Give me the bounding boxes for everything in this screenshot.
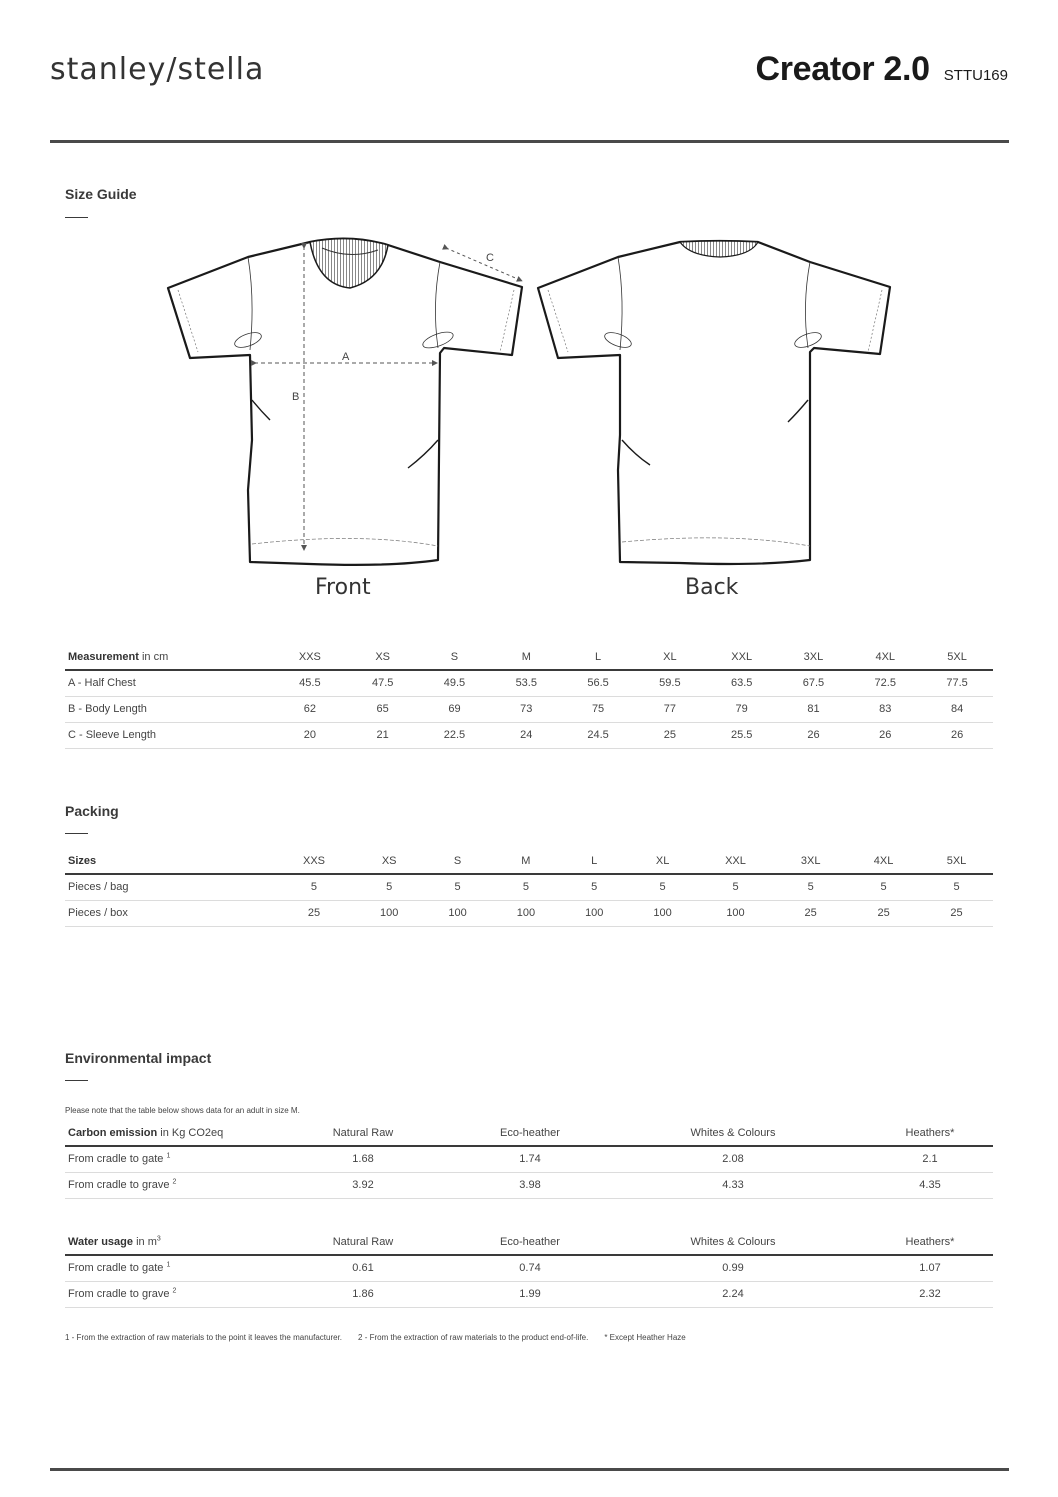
footnote: 1 - From the extraction of raw materials to the point it leaves the manufacturer. (65, 1333, 343, 1342)
cell: 5 (560, 874, 628, 900)
cell: 77 (634, 696, 706, 722)
front-label: Front (315, 575, 371, 600)
size-header: M (490, 644, 562, 670)
cell: 81 (778, 696, 850, 722)
size-header: XS (347, 644, 419, 670)
cell: 1.99 (461, 1281, 599, 1307)
cell: 2.32 (867, 1281, 993, 1307)
row-label: Pieces / box (65, 900, 273, 926)
cell: 2.08 (599, 1146, 867, 1172)
row-label: B - Body Length (65, 696, 273, 722)
cell: 84 (921, 696, 993, 722)
size-header: 5XL (921, 644, 993, 670)
size-header: XL (634, 644, 706, 670)
size-header: 3XL (778, 644, 850, 670)
measurement-header: Measurement in cm (65, 644, 273, 670)
footnote: 2 - From the extraction of raw materials to the product end-of-life. (358, 1333, 589, 1342)
cell: 5 (697, 874, 774, 900)
cell: 24.5 (562, 722, 634, 748)
size-note: Please note that the table below shows data for an adult in size M. (65, 1106, 300, 1115)
product-heading (755, 50, 1008, 89)
size-chart-table (65, 644, 993, 749)
column-header: Whites & Colours (599, 1120, 867, 1146)
table-header-row (65, 644, 993, 670)
water-header: Water usage in $m^3$ (65, 1229, 265, 1255)
footer-divider (50, 1468, 1009, 1471)
cell: 100 (560, 900, 628, 926)
cell: 22.5 (419, 722, 491, 748)
size-header: S (419, 644, 491, 670)
cell: 100 (355, 900, 423, 926)
size-header: 5XL (920, 848, 993, 874)
cell: 3.92 (265, 1172, 461, 1198)
size-guide-title: Size Guide (65, 186, 137, 202)
tshirt-illustration-icon (160, 230, 900, 610)
cell: 25 (273, 900, 355, 926)
header-divider (50, 140, 1009, 143)
cell: 5 (423, 874, 491, 900)
brand-logo: stanley/stella (50, 52, 265, 87)
cell: 25 (920, 900, 993, 926)
cell: 1.68 (265, 1146, 461, 1172)
cell: 79 (706, 696, 778, 722)
back-label: Back (685, 575, 739, 600)
table-row (65, 1281, 993, 1307)
size-header: 4XL (849, 644, 921, 670)
cell: 2.24 (599, 1281, 867, 1307)
size-header: L (560, 848, 628, 874)
cell: 5 (273, 874, 355, 900)
cell: 4.33 (599, 1172, 867, 1198)
section-underline (65, 1080, 88, 1081)
cell: 59.5 (634, 670, 706, 696)
cell: 47.5 (347, 670, 419, 696)
cell: 49.5 (419, 670, 491, 696)
size-header: S (423, 848, 491, 874)
cell: 25 (847, 900, 920, 926)
cell: 53.5 (490, 670, 562, 696)
cell: 5 (920, 874, 993, 900)
svg-text:A: A (342, 351, 350, 363)
cell: 0.74 (461, 1255, 599, 1281)
cell: 0.99 (599, 1255, 867, 1281)
table-header-row (65, 1229, 993, 1255)
cell: 1.86 (265, 1281, 461, 1307)
cell: 56.5 (562, 670, 634, 696)
cell: 63.5 (706, 670, 778, 696)
carbon-emission-table (65, 1120, 993, 1199)
cell: 1.74 (461, 1146, 599, 1172)
row-label: From cradle to grave $^2$ (65, 1281, 265, 1307)
column-header: Natural Raw (265, 1120, 461, 1146)
cell: 24 (490, 722, 562, 748)
table-row (65, 1255, 993, 1281)
cell: 100 (697, 900, 774, 926)
size-header: XXL (697, 848, 774, 874)
table-row (65, 874, 993, 900)
size-header: XXS (273, 644, 347, 670)
cell: 75 (562, 696, 634, 722)
cell: 72.5 (849, 670, 921, 696)
tshirt-diagram (160, 230, 900, 610)
row-label: From cradle to gate $^1$ (65, 1146, 265, 1172)
footnotes (65, 1333, 686, 1342)
cell: 0.61 (265, 1255, 461, 1281)
row-label: C - Sleeve Length (65, 722, 273, 748)
column-header: Natural Raw (265, 1229, 461, 1255)
carbon-header: Carbon emission in Kg CO2eq (65, 1120, 265, 1146)
size-header: XL (628, 848, 696, 874)
product-code: STTU169 (943, 67, 1008, 84)
size-header: XXL (706, 644, 778, 670)
cell: 100 (492, 900, 560, 926)
cell: 5 (847, 874, 920, 900)
cell: 21 (347, 722, 419, 748)
table-header-row (65, 1120, 993, 1146)
cell: 4.35 (867, 1172, 993, 1198)
cell: 5 (628, 874, 696, 900)
row-label: A - Half Chest (65, 670, 273, 696)
svg-text:C: C (486, 252, 494, 264)
cell: 25.5 (706, 722, 778, 748)
table-row (65, 670, 993, 696)
cell: 67.5 (778, 670, 850, 696)
product-title: Creator 2.0 (755, 50, 930, 88)
cell: 100 (628, 900, 696, 926)
row-label: Pieces / bag (65, 874, 273, 900)
footnote: * Except Heather Haze (604, 1333, 686, 1342)
table-row (65, 722, 993, 748)
section-underline (65, 217, 88, 218)
cell: 20 (273, 722, 347, 748)
size-header: 4XL (847, 848, 920, 874)
table-row (65, 696, 993, 722)
cell: 45.5 (273, 670, 347, 696)
cell: 69 (419, 696, 491, 722)
environmental-title: Environmental impact (65, 1050, 212, 1066)
size-header: 3XL (774, 848, 847, 874)
size-header: XS (355, 848, 423, 874)
row-label: From cradle to gate $^1$ (65, 1255, 265, 1281)
packing-table (65, 848, 993, 927)
cell: 2.1 (867, 1146, 993, 1172)
packing-title: Packing (65, 803, 119, 819)
cell: 83 (849, 696, 921, 722)
cell: 3.98 (461, 1172, 599, 1198)
size-header: L (562, 644, 634, 670)
column-header: Heathers* (867, 1229, 993, 1255)
table-row (65, 900, 993, 926)
cell: 25 (774, 900, 847, 926)
cell: 100 (423, 900, 491, 926)
column-header: Eco-heather (461, 1229, 599, 1255)
cell: 5 (355, 874, 423, 900)
cell: 25 (634, 722, 706, 748)
size-header: M (492, 848, 560, 874)
svg-text:B: B (292, 391, 300, 403)
cell: 26 (849, 722, 921, 748)
size-header: XXS (273, 848, 355, 874)
column-header: Whites & Colours (599, 1229, 867, 1255)
column-header: Eco-heather (461, 1120, 599, 1146)
cell: 77.5 (921, 670, 993, 696)
cell: 5 (774, 874, 847, 900)
sizes-header: Sizes (65, 848, 273, 874)
column-header: Heathers* (867, 1120, 993, 1146)
cell: 26 (921, 722, 993, 748)
table-row (65, 1146, 993, 1172)
cell: 5 (492, 874, 560, 900)
cell: 65 (347, 696, 419, 722)
water-usage-table (65, 1229, 993, 1308)
cell: 73 (490, 696, 562, 722)
row-label: From cradle to grave $^2$ (65, 1172, 265, 1198)
table-row (65, 1172, 993, 1198)
section-underline (65, 833, 88, 834)
table-header-row (65, 848, 993, 874)
cell: 26 (778, 722, 850, 748)
cell: 62 (273, 696, 347, 722)
cell: 1.07 (867, 1255, 993, 1281)
